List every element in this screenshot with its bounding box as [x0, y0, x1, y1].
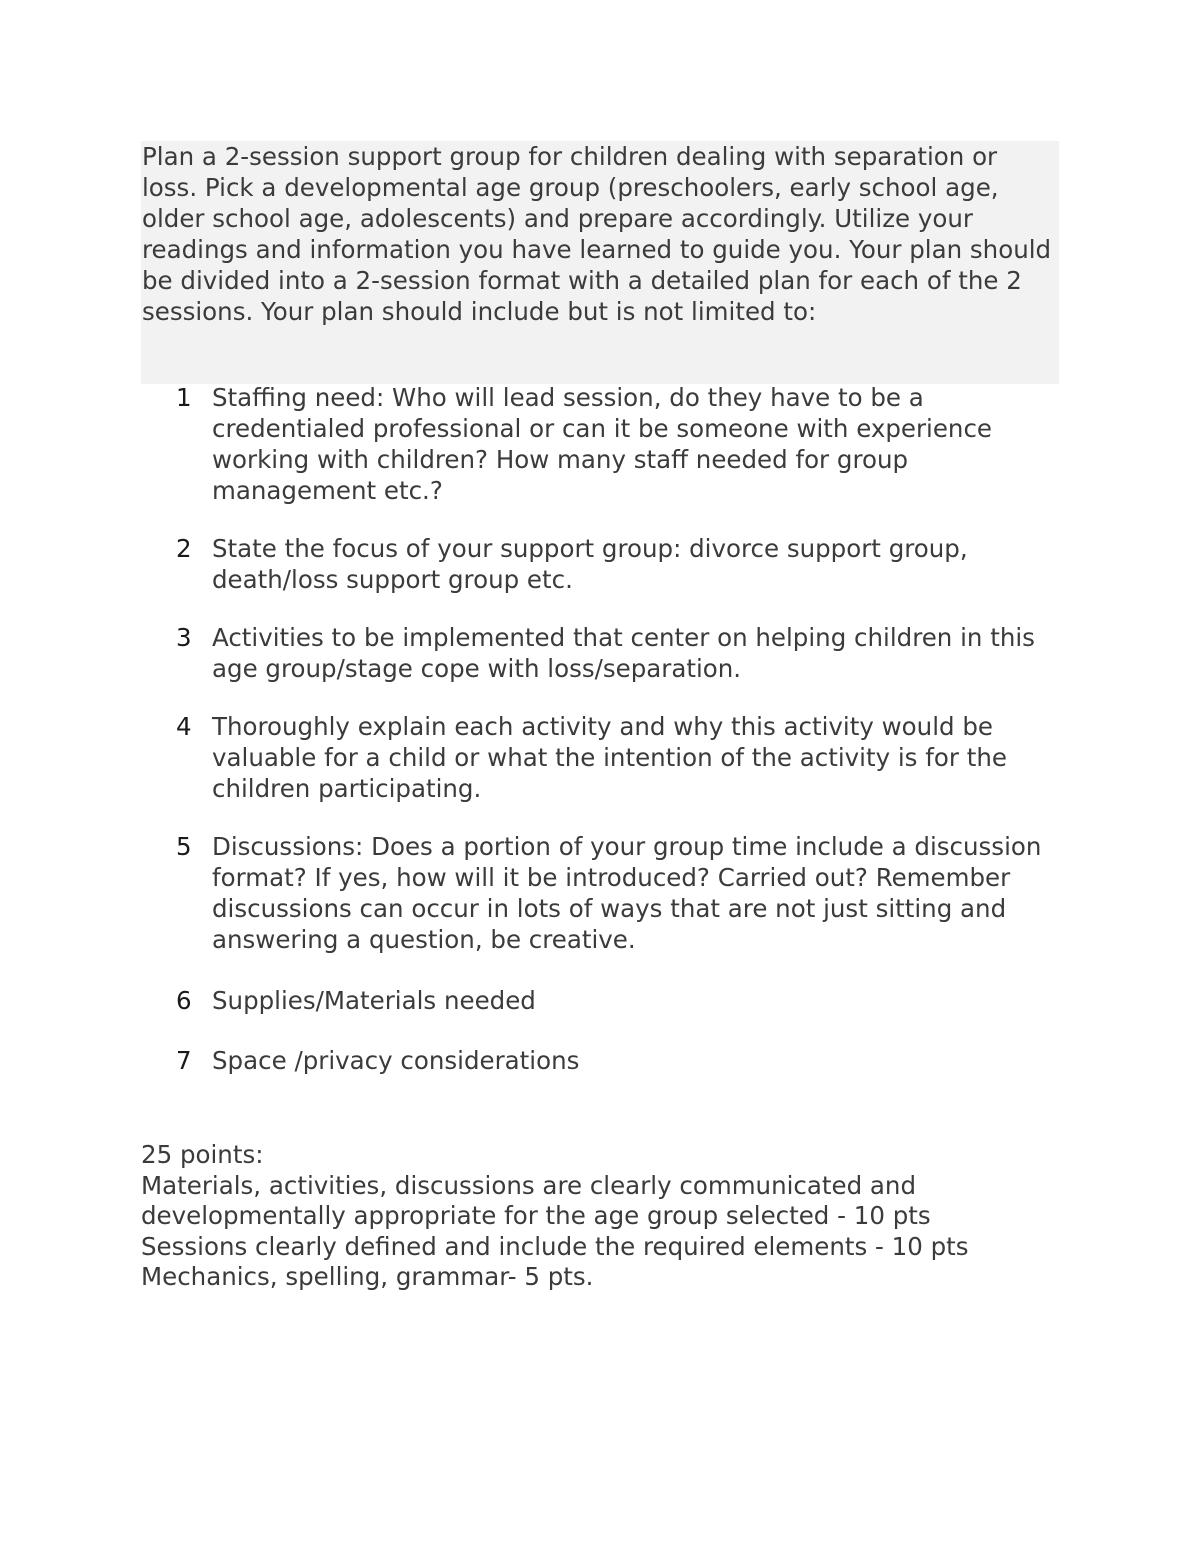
rubric-line: Mechanics, spelling, grammar- 5 pts.	[141, 1262, 594, 1292]
list-item-number: 1	[176, 383, 192, 412]
rubric-line: Sessions clearly defined and include the required elements - 10 pts	[141, 1231, 969, 1261]
list-item-text: Activities to be implemented that center on helping children in this age group/stage cope with loss/separation.	[212, 623, 1035, 683]
list-item-number: 6	[176, 986, 192, 1015]
list-item-text: Supplies/Materials needed	[212, 986, 536, 1015]
list-item-text: Space /privacy considerations	[212, 1046, 580, 1075]
rubric-line: Materials, activities, discussions are clearly communicated and	[141, 1170, 917, 1200]
list-item-number: 7	[176, 1046, 192, 1075]
rubric-line: developmentally appropriate for the age group selected - 10 pts	[141, 1201, 931, 1231]
list-item-text: Discussions: Does a portion of your group time include a discussion format? If yes, how will it be introduced? Carried out? Remember discussions can occur in lots of ways that are not just sitting and answering a question, be creative.	[212, 832, 1042, 954]
list-item-text: Thoroughly explain each activity and why this activity would be valuable for a child or what the intention of the activity is for the children participating.	[212, 712, 1007, 803]
rubric-heading: 25 points:	[141, 1140, 264, 1169]
instructions-paragraph: Plan a 2-session support group for children dealing with separation or loss. Pick a developmental age group (preschoolers, early school age, older school age, adolescents) and prepare accordingly. Utilize your readings and information you have learned to guide you. Your plan should be divided into a 2-session format with a detailed plan for each of the 2 sessions. Your plan should include but is not limited to:	[141, 141, 1059, 384]
list-item-number: 3	[176, 623, 192, 652]
grading-rubric	[141, 1140, 1071, 1293]
list-item-text: State the focus of your support group: divorce support group, death/loss support group etc.	[212, 534, 968, 594]
list-item-number: 4	[176, 712, 192, 741]
list-item-number: 2	[176, 534, 192, 563]
list-item-text: Staffing need: Who will lead session, do they have to be a credentialed professional or can it be someone with experience working with children? How many staff needed for group management etc.?	[212, 383, 993, 505]
list-item-number: 5	[176, 832, 192, 861]
